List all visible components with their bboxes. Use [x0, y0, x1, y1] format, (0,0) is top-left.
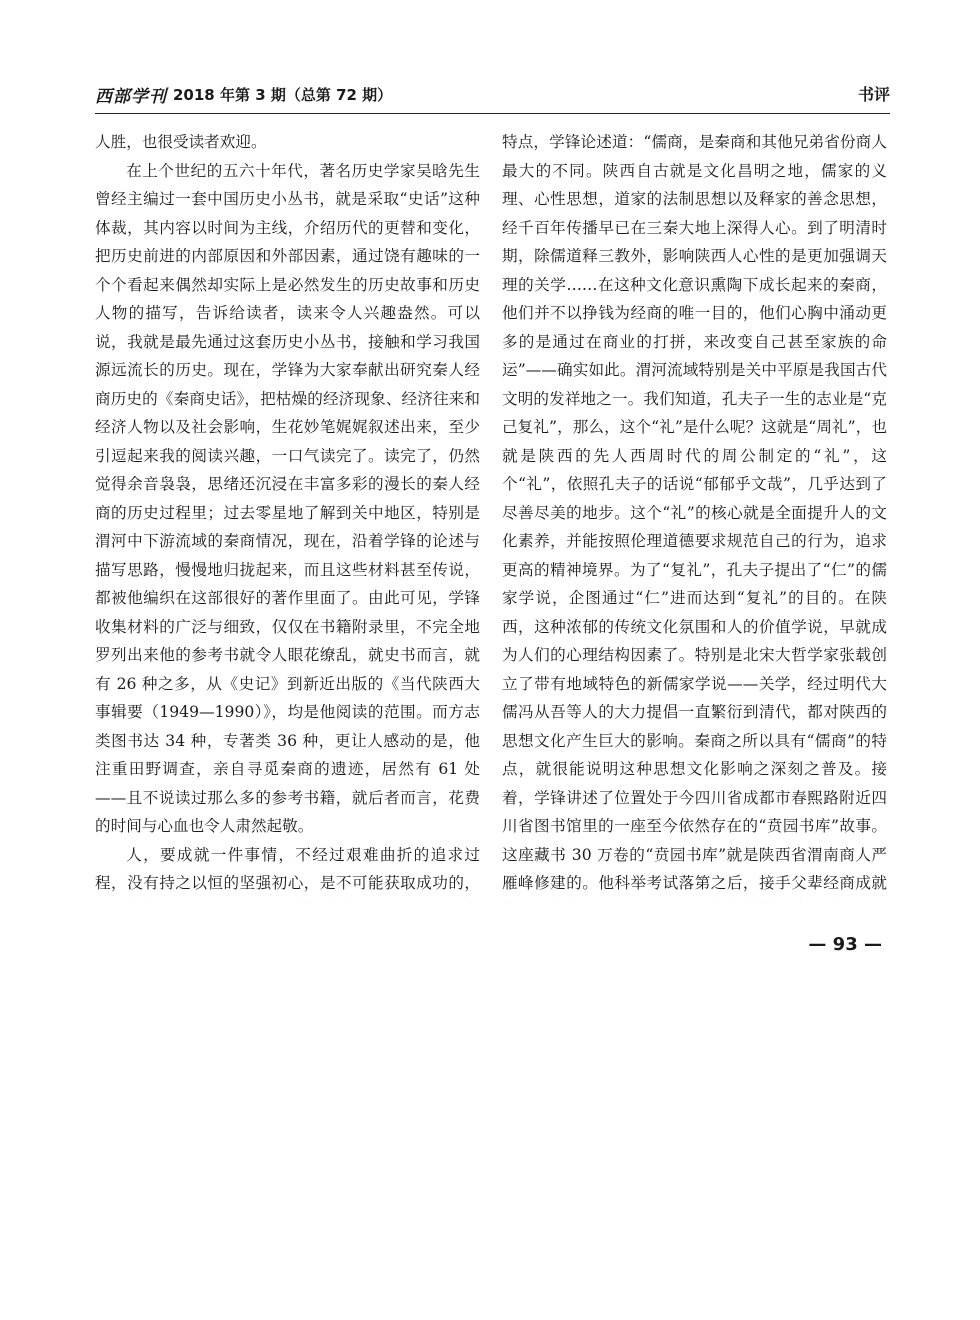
paragraph: 人，要成就一件事情，不经过艰难曲折的追求过程，没有持之以恒的坚强初心，是不可能获取成功的， — [95, 845, 480, 892]
header-rule — [95, 113, 890, 114]
page-number: — 93 — — [808, 934, 882, 955]
section-label: 书评 — [857, 85, 890, 104]
paragraph: 人胜，也很受读者欢迎。 — [95, 133, 267, 151]
left-column — [95, 128, 480, 904]
paragraph: 在上个世纪的五六十年代，著名历史学家吴晗先生曾经主编过一套中国历史小丛书，就是采取“史话”这种体裁，其内容以时间为主线，介绍历代的更替和变化，把历史前进的内部原因和外部因素，通过饶有趣味的一个个看起来偶然却实际上是必然发生的历史故事和历史人物的描写，告诉给读者，读来令人兴趣盎然。可以说，我就是最先通过这套历史小丛书，接触和学习我国源远流长的历史。现在，学锋为大家奉献出研究秦人经商历史的《秦商史话》，把枯燥的经济现象、经济往来和经济人物以及社会影响，生花妙笔娓娓叙述出来，至少引逗起来我的阅读兴趣，一口气读完了。读完了，仍然觉得余音袅袅，思绪还沉浸在丰富多彩的漫长的秦人经商的历史过程里；过去零星地了解到关中地区，特别是渭河中下游流域的秦商情况，现在，沿着学锋的论述与描写思路，慢慢地归拢起来，而且这些材料甚至传说，都被他编织在这部很好的著作里面了。由此可见，学锋收集材料的广泛与细致，仅仅在书籍附录里，不完全地罗列出来他的参考书就令人眼花缭乱，就史书而言，就有 26 种之多，从《史记》到新近出版的《当代陕西大事辑要（1949—1990）》，均是他阅读的范围。而方志类图书达 34 种，专著类 36 种，更让人感动的是，他注重田野调查，亲自寻觅秦商的遗迹，居然有 61 处——且不说读过那么多的参考书籍，就后者而言，花费的时间与心血也令人肃然起敬。 — [95, 161, 480, 835]
journal-logo: 西部学刊 — [95, 87, 167, 107]
page-header — [95, 82, 890, 108]
paragraph: 特点，学锋论述道：“儒商，是秦商和其他兄弟省份商人最大的不同。陕西自古就是文化昌明之地，儒家的义理、心性思想，道家的法制思想以及释家的善念思想，经千百年传播早已在三秦大地上深得人心。到了明清时期，除儒道释三教外，影响陕西人心性的是更加强调天理的关学……在这种文化意识熏陶下成长起来的秦商，他们并不以挣钱为经商的唯一目的，他们心胸中涌动更多的是通过在商业的打拼，来改变自己甚至家族的命运”——确实如此。渭河流域特别是关中平原是我国古代文明的发祥地之一。我们知道，孔夫子一生的志业是“克己复礼”，那么，这个“礼”是什么呢？这就是“周礼”，也就是陕西的先人西周时代的周公制定的“礼”，这个“礼”，依照孔夫子的话说“郁郁乎文哉”，几乎达到了尽善尽美的地步。这个“礼”的核心就是全面提升人的文化素养，并能按照伦理道德要求规范自己的行为，追求更高的精神境界。为了“复礼”，孔夫子提出了“仁”的儒家学说，企图通过“仁”进而达到“复礼”的目的。在陕西，这种浓郁的传统文化氛围和人的价值学说，早就成为人们的心理结构因素了。特别是北宋大哲学家张载创立了带有地域特色的新儒家学说——关学，经过明代大儒冯从吾等人的大力提倡一直繁衍到清代，都对陕西的思想文化产生巨大的影响。秦商之所以具有“儒商”的特点，就很能说明这种思想文化影响之深刻之普及。接着，学锋讲述了位置处于今四川省成都市春熙路附近四川省图书馆里的一座至今依然存在的“贲园书库”故事。这座藏书 30 万卷的“贲园书库”就是陕西省渭南商人严雁峰修建的。他科举考试落第之后，接手父辈经商成就 — [502, 133, 887, 892]
right-column — [502, 128, 887, 904]
issue-info: 2018 年第 3 期（总第 72 期） — [173, 86, 393, 104]
